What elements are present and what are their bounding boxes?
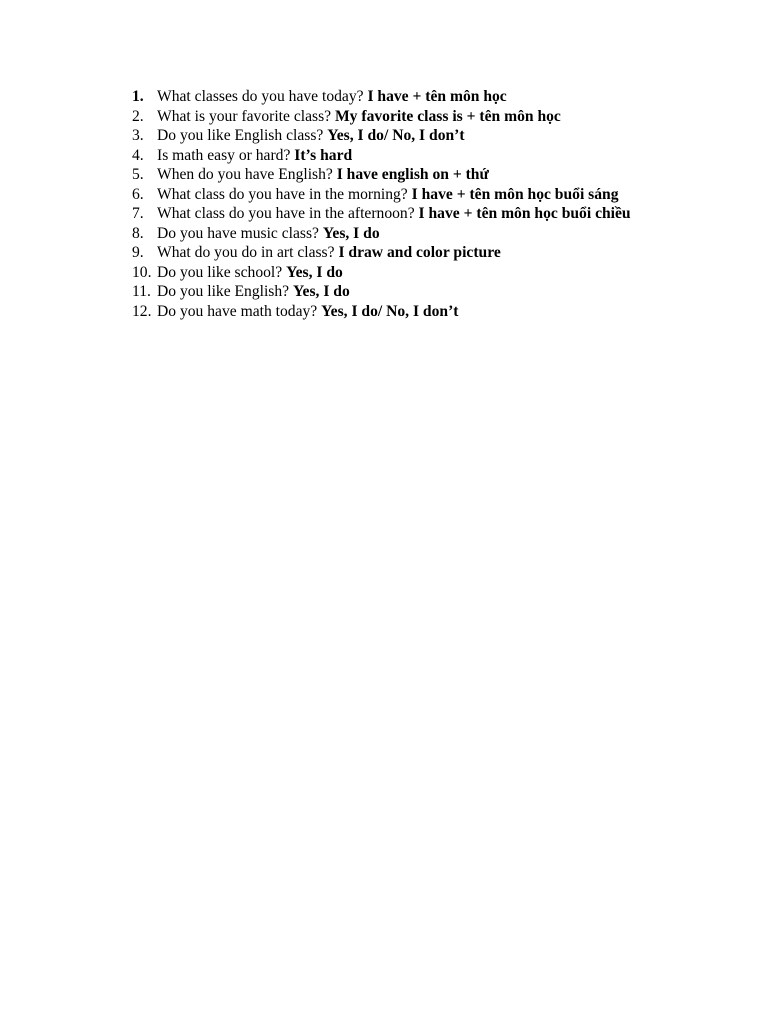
- question-text: Is math easy or hard?: [157, 146, 295, 164]
- answer-text: Yes, I do: [322, 224, 380, 242]
- list-item: [132, 263, 752, 283]
- question-text: What is your favorite class?: [157, 107, 335, 125]
- item-number: 6.: [132, 185, 144, 203]
- answer-text: Yes, I do: [286, 263, 343, 281]
- question-text: Do you like school?: [157, 263, 287, 281]
- item-number: 1.: [132, 88, 144, 105]
- item-number: 12.: [132, 302, 152, 320]
- list-item: [132, 204, 752, 224]
- item-text: [157, 165, 489, 185]
- item-number: 7.: [132, 205, 144, 222]
- answer-text: My favorite class is + tên môn học: [334, 107, 561, 125]
- item-text: [157, 107, 561, 127]
- answer-text: Yes, I do/ No, I don’t: [327, 127, 465, 144]
- question-text: When do you have English?: [157, 166, 337, 183]
- question-text: What classes do you have today?: [157, 88, 368, 105]
- item-number: 3.: [132, 127, 144, 144]
- question-text: Do you like English class?: [157, 127, 328, 144]
- answer-text: I have + tên môn học: [367, 88, 507, 105]
- item-number: 2.: [132, 107, 144, 125]
- answer-text: I have + tên môn học buổi chiều: [418, 205, 631, 222]
- item-text: [157, 302, 458, 322]
- list-item: [132, 282, 752, 302]
- answer-text: Yes, I do/ No, I don’t: [321, 302, 459, 320]
- question-text: What class do you have in the morning?: [157, 185, 412, 203]
- item-text: [157, 263, 343, 283]
- item-text: [157, 204, 631, 224]
- question-text: Do you have music class?: [157, 224, 323, 242]
- answer-text: I have + tên môn học buổi sáng: [411, 185, 619, 203]
- item-text: [157, 126, 465, 146]
- list-item: [132, 126, 752, 146]
- question-answer-list: [132, 87, 752, 321]
- question-text: Do you have math today?: [157, 302, 322, 320]
- question-text: What do you do in art class?: [157, 244, 339, 261]
- answer-text: It’s hard: [294, 146, 353, 164]
- list-item: [132, 302, 752, 322]
- list-item: [132, 87, 752, 107]
- answer-text: I draw and color picture: [338, 244, 501, 261]
- item-number: 11.: [132, 283, 151, 300]
- item-text: [157, 146, 352, 166]
- list-item: [132, 224, 752, 244]
- item-number: 9.: [132, 244, 144, 261]
- item-text: [157, 282, 350, 302]
- list-item: [132, 243, 752, 263]
- item-text: [157, 87, 507, 107]
- list-item: [132, 146, 752, 166]
- item-number: 10.: [132, 263, 152, 281]
- question-text: Do you like English?: [157, 283, 293, 300]
- item-text: [157, 185, 619, 205]
- list-item: [132, 107, 752, 127]
- answer-text: I have english on + thứ: [336, 166, 489, 183]
- item-text: [157, 224, 380, 244]
- item-number: 8.: [132, 224, 144, 242]
- item-text: [157, 243, 501, 263]
- item-number: 5.: [132, 166, 144, 183]
- question-text: What class do you have in the afternoon?: [157, 205, 419, 222]
- item-number: 4.: [132, 146, 144, 164]
- list-item: [132, 185, 752, 205]
- answer-text: Yes, I do: [293, 283, 350, 300]
- list-item: [132, 165, 752, 185]
